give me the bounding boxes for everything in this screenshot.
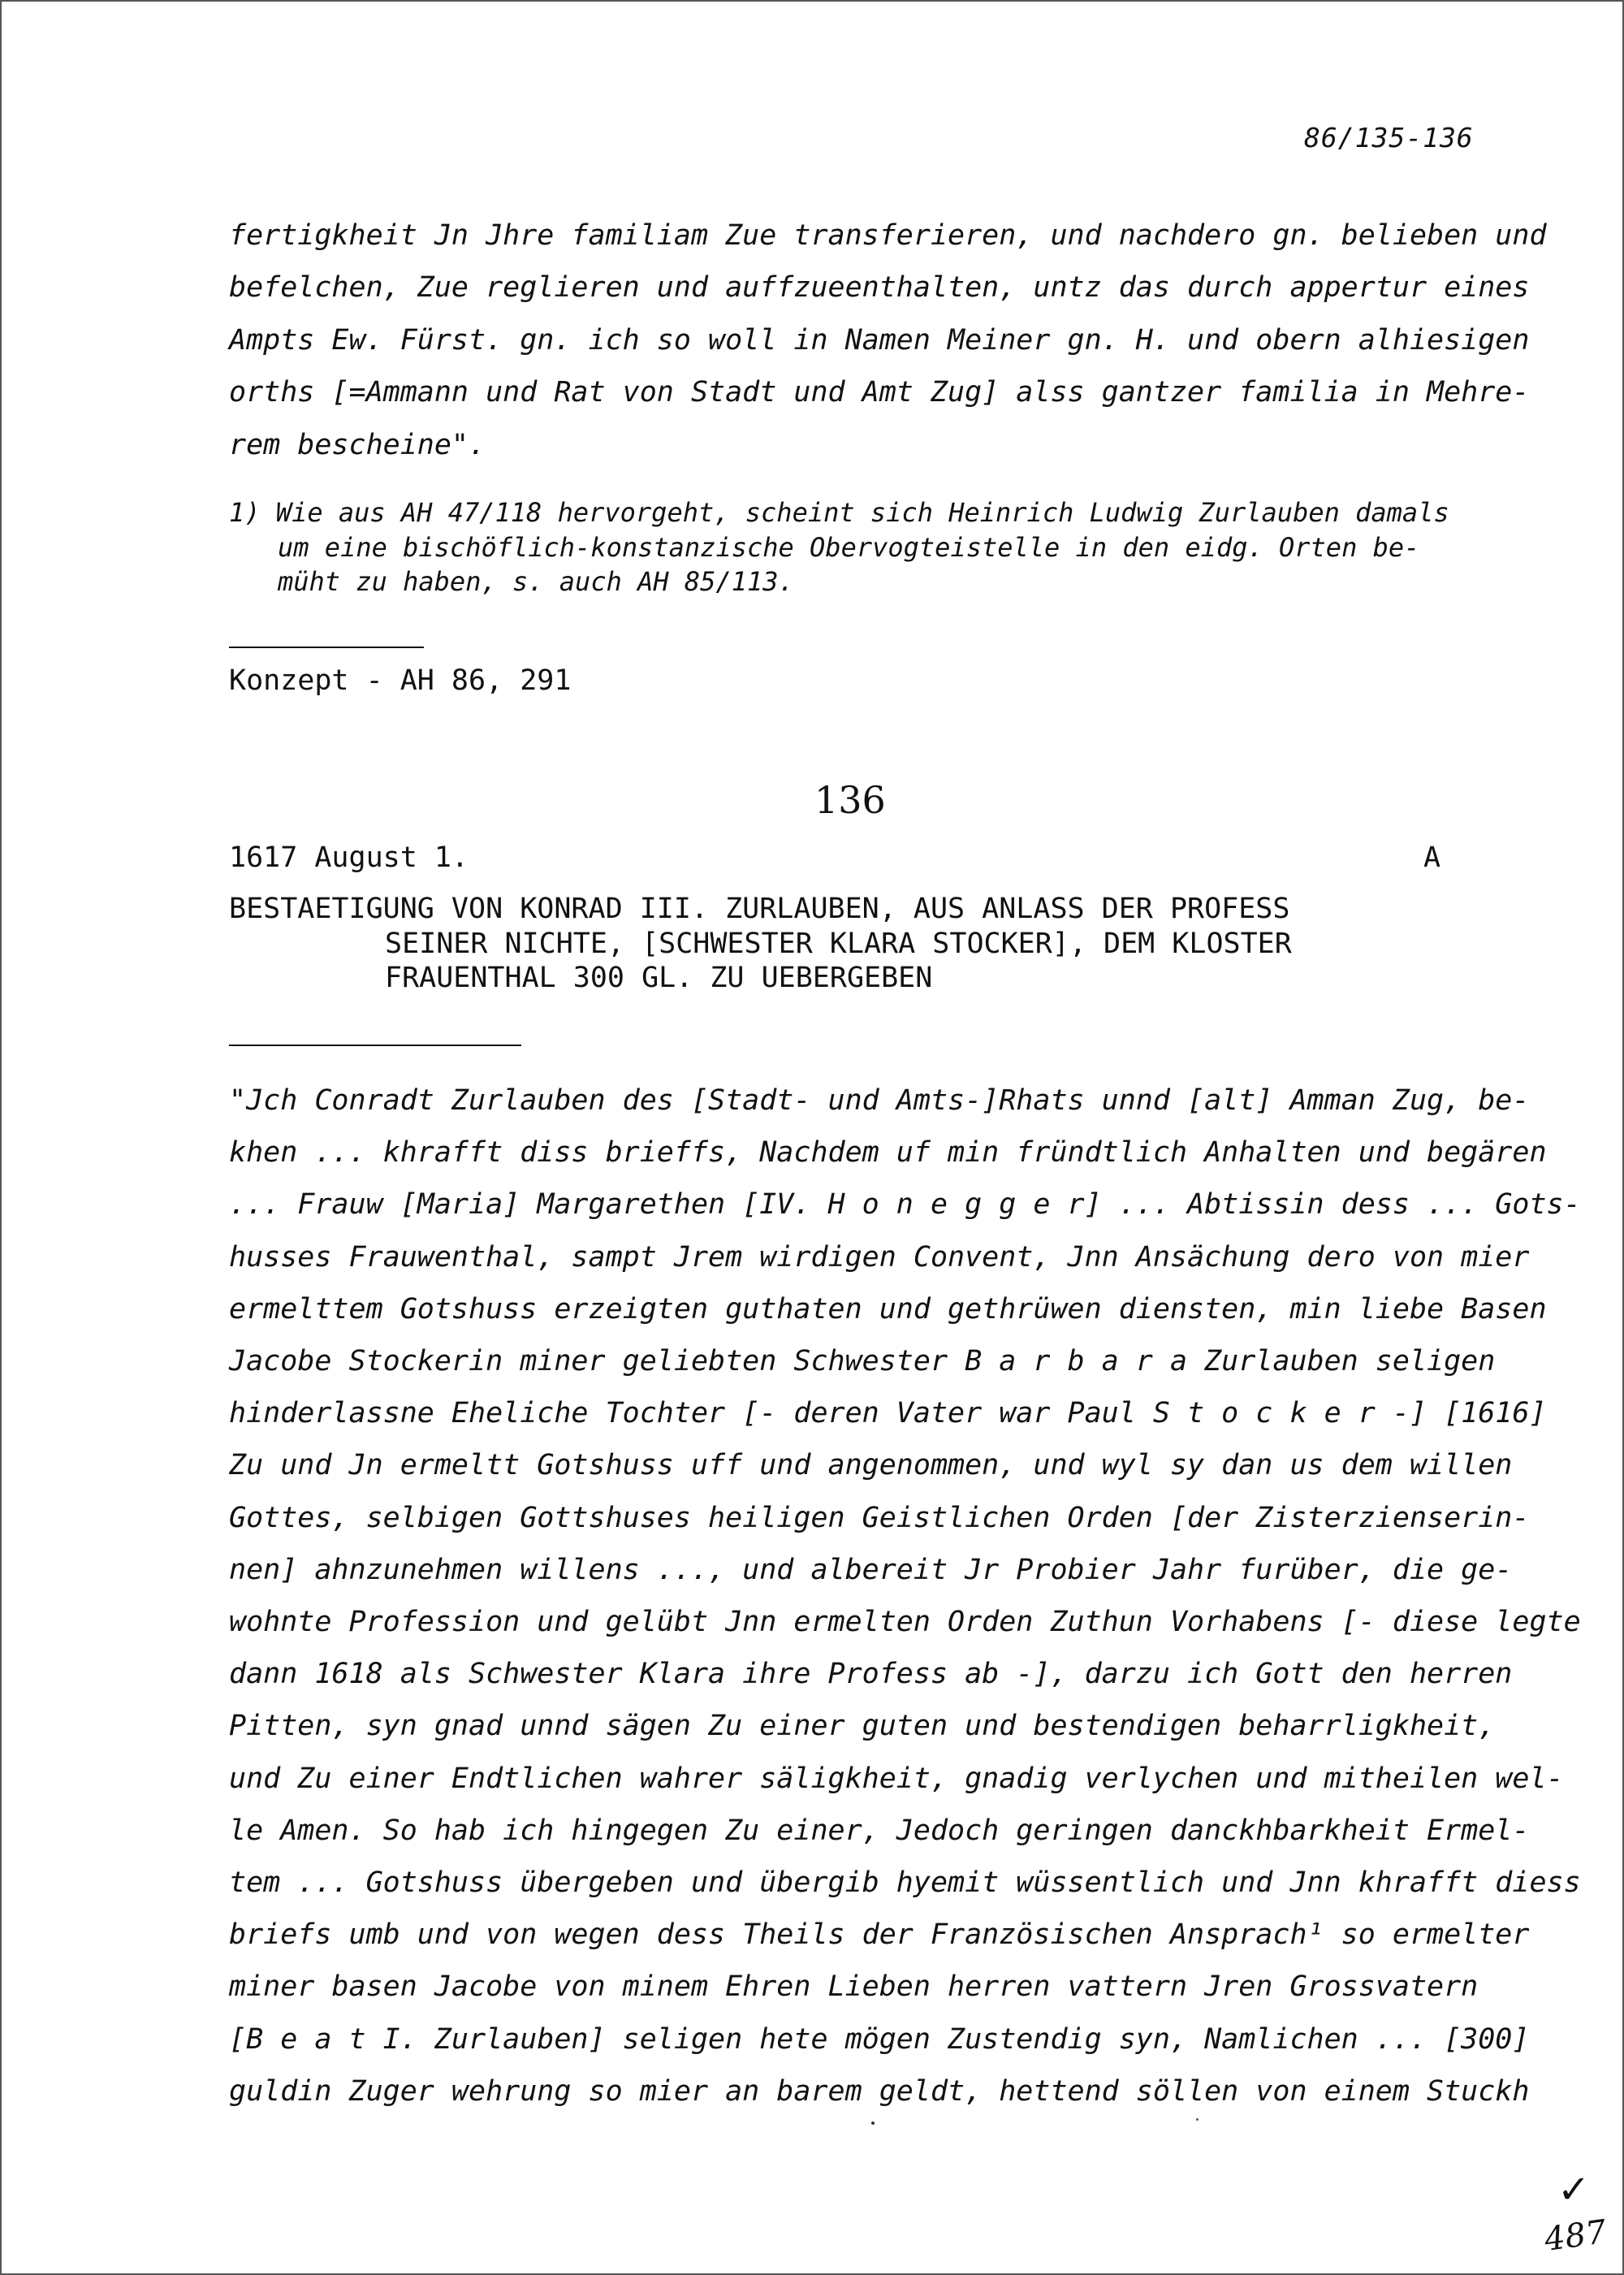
section-divider	[229, 647, 424, 648]
text-line: ... Frauw [Maria] Margarethen [IV. H o n e g g e r] ... Abtissin dess ... Gots-	[229, 1188, 1581, 1222]
text-line: briefs umb und von wegen dess Theils der Französischen Ansprach¹ so ermelter	[229, 1918, 1530, 1952]
document-title	[229, 892, 1292, 996]
text-line: guldin Zuger wehrung so mier an barem geldt, hettend söllen von einem Stuckh	[229, 2074, 1530, 2108]
text-line: rem bescheine".	[229, 428, 486, 461]
text-line: wohnte Profession und gelübt Jnn ermelten Orden Zuthun Vorhabens [- diese legte	[229, 1606, 1581, 1639]
text-line: befelchen, Zue reglieren und auffzueenthalten, untz das durch appertur eines	[229, 271, 1530, 305]
footnote	[229, 495, 1449, 599]
text-line: le Amen. So hab ich hingegen Zu einer, Jedoch geringen danckhbarkheit Ermel-	[229, 1814, 1530, 1847]
text-line: fertigkheit Jn Jhre familiam Zue transferieren, und nachdero gn. belieben und	[229, 219, 1547, 252]
source-reference: Konzept - AH 86, 291	[229, 664, 572, 697]
document-number: 136	[814, 778, 886, 822]
scan-speck	[871, 2121, 875, 2125]
text-line: khen ... khrafft diss brieffs, Nachdem uf min fründtlich Anhalten und begären	[229, 1136, 1547, 1170]
text-line: tem ... Gotshuss übergeben und übergib hyemit wüssentlich und Jnn khrafft diess	[229, 1866, 1581, 1900]
text-line: Zu und Jn ermeltt Gotshuss uff und angenommen, und wyl sy dan us dem willen	[229, 1449, 1513, 1482]
footnote-line: müht zu haben, s. auch AH 85/113.	[278, 566, 794, 597]
text-line: orths [=Ammann und Rat von Stadt und Amt Zug] alss gantzer familia in Mehre-	[229, 376, 1530, 409]
text-line: miner basen Jacobe von minem Ehren Lieben herren vattern Jren Grossvatern	[229, 1970, 1479, 2004]
text-line: "Jch Conradt Zurlauben des [Stadt- und Amts-]Rhats unnd [alt] Amman Zug, be-	[229, 1084, 1530, 1117]
text-line: Ampts Ew. Fürst. gn. ich so woll in Namen Meiner gn. H. und obern alhiesigen	[229, 323, 1530, 357]
title-line: FRAUENTHAL 300 GL. ZU UEBERGEBEN	[385, 962, 933, 994]
footnote-line: um eine bischöflich-konstanzische Obervogteistelle in den eidg. Orten be-	[278, 531, 1420, 563]
transcription-text	[229, 1075, 1581, 2117]
document-mark: A	[1423, 841, 1441, 874]
page-border-top	[0, 0, 1624, 2]
text-line: [B e a t I. Zurlauben] seligen hete mögen Zustendig syn, Namlichen ... [300]	[229, 2022, 1530, 2056]
text-line: Pitten, syn gnad unnd sägen Zu einer guten und bestendigen beharrligkheit,	[229, 1710, 1496, 1743]
text-line: und Zu einer Endtlichen wahrer säligkheit, gnadig verlychen und mitheilen wel-	[229, 1762, 1564, 1795]
text-line: nen] ahnzunehmen willens ..., und albereit Jr Probier Jahr furüber, die ge-	[229, 1553, 1513, 1586]
archive-number: 487	[1542, 2212, 1609, 2260]
text-line: husses Frauwenthal, sampt Jrem wirdigen Convent, Jnn Ansächung dero von mier	[229, 1240, 1530, 1274]
check-mark-icon: ✓	[1557, 2167, 1591, 2212]
document-date: 1617 August 1.	[229, 841, 469, 874]
footnote-line: 1) Wie aus AH 47/118 hervorgeht, scheint sich Heinrich Ludwig Zurlauben damals	[229, 497, 1449, 528]
title-divider	[229, 1045, 521, 1046]
scan-speck	[1196, 2118, 1199, 2121]
title-line: BESTAETIGUNG VON KONRAD III. ZURLAUBEN, AUS ANLASS DER PROFESS	[229, 893, 1290, 925]
text-line: ermelttem Gotshuss erzeigten guthaten und gethrüwen diensten, min liebe Basen	[229, 1292, 1547, 1326]
title-line: SEINER NICHTE, [SCHWESTER KLARA STOCKER], DEM KLOSTER	[385, 927, 1292, 960]
previous-letter-text	[229, 210, 1547, 471]
page-reference: 86/135-136	[1304, 122, 1474, 154]
text-line: hinderlassne Eheliche Tochter [- deren Vater war Paul S t o c k e r -] [1616]	[229, 1397, 1547, 1430]
text-line: Jacobe Stockerin miner geliebten Schwester B a r b a r a Zurlauben seligen	[229, 1345, 1496, 1378]
text-line: Gottes, selbigen Gottshuses heiligen Geistlichen Orden [der Zisterzienserin-	[229, 1501, 1530, 1534]
page-border-left	[0, 0, 2, 2275]
text-line: dann 1618 als Schwester Klara ihre Profess ab -], darzu ich Gott den herren	[229, 1658, 1513, 1691]
